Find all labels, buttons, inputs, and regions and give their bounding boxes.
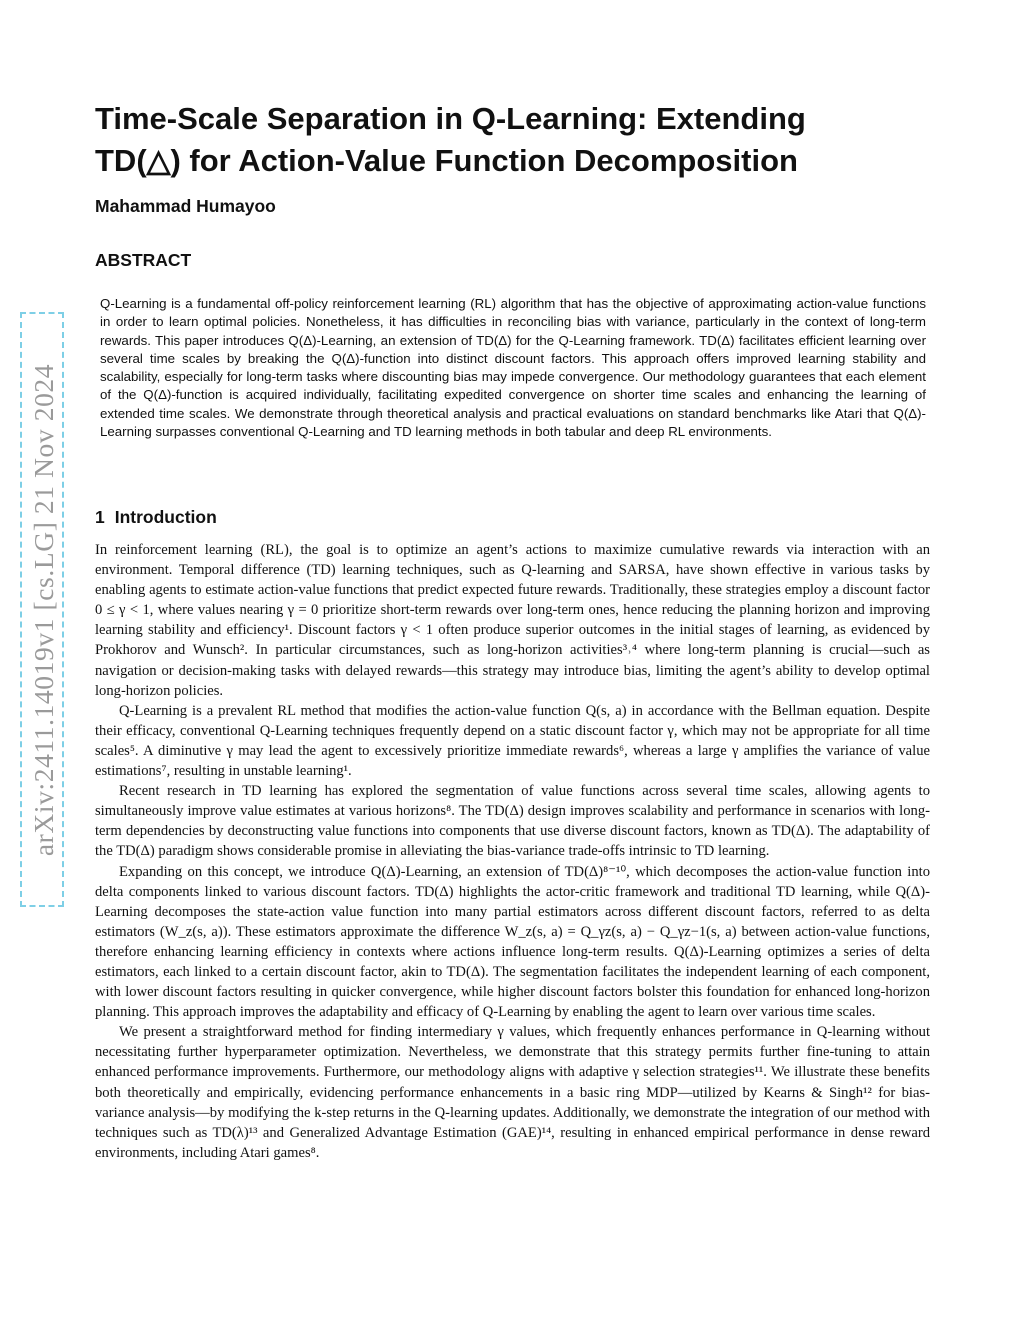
paper-title [95, 98, 955, 182]
title-line-2: TD(△) for Action-Value Function Decomposition [95, 143, 798, 178]
intro-paragraph-1: In reinforcement learning (RL), the goal is to optimize an agent’s actions to maximize cumulative rewards via interaction with an environment. Temporal difference (TD) learning techniques, such as Q-learning and SARSA, have shown effective in various tasks by enabling agents to estimate action-value functions that predict expected future rewards. Traditionally, these strategies employ a discount factor 0 ≤ γ < 1, where values nearing γ = 0 prioritize short-term rewards over long-term ones, hence reducing the planning horizon and improving learning stability and efficiency¹. Discount factors γ < 1 often produce superior outcomes in the initial stages of learning, as evidenced by Prokhorov and Wunsch². In particular circumstances, such as long-horizon activities³˒⁴ where long-term planning is crucial—such as navigation or decision-making tasks with delayed rewards—this strategy may introduce bias, limiting the agent’s ability to develop optimal long-horizon policies. [95, 542, 930, 699]
section-heading [95, 507, 217, 528]
abstract-text: Q-Learning is a fundamental off-policy reinforcement learning (RL) algorithm that has the objective of approximating action-value functions in order to learn optimal policies. Nonetheless, it has difficulties in reconciling bias with variance, particularly in the context of long-term rewards. This paper introduces Q(Δ)-Learning, an extension of TD(Δ) for the Q-Learning framework. TD(Δ) facilitates efficient learning over several time scales by breaking the Q(Δ)-function into distinct discount factors. This approach offers improved learning stability and scalability, especially for long-term tasks where discounting bias may impede convergence. Our methodology guarantees that each element of the Q(Δ)-function is acquired individually, facilitating expedited convergence on shorter time scales and enhancing the learning of extended time scales. We demonstrate through theoretical analysis and practical evaluations on standard benchmarks like Atari that Q(Δ)-Learning surpasses conventional Q-Learning and TD learning methods in both tabular and deep RL environments. [100, 296, 926, 440]
abstract-heading: ABSTRACT [95, 250, 192, 270]
introduction-body [95, 540, 930, 1163]
intro-paragraph-3: Recent research in TD learning has explored the segmentation of value functions across several time scales, allowing agents to simultaneously improve value estimates at various horizons⁸. The TD(Δ) design improves scalability and performance in scenarios with long-term dependencies by deconstructing value functions into components that use diverse discount factors, known as TD(Δ). The adaptability of the TD(Δ) paradigm shows considerable promise in alleviating the bias-variance trade-offs intrinsic to TD learning. [95, 783, 930, 860]
intro-paragraph-4: Expanding on this concept, we introduce Q(Δ)-Learning, an extension of TD(Δ)⁸⁻¹⁰, which decomposes the action-value function into delta components linked to various discount factors. TD(Δ) highlights the actor-critic framework and traditional TD learning, while Q(Δ)-Learning decomposes the state-action value function into many partial estimators across different discount factors, referred to as delta estimators (W_z(s, a)). These estimators approximate the difference W_z(s, a) = Q_γz(s, a) − Q_γz−1(s, a) between action-value functions, therefore enhancing learning efficiency in contexts where actions influence long-term results. Q(Δ)-Learning optimizes a series of delta estimators, each linked to a certain discount factor, akin to TD(Δ). The segmentation facilitates the independent learning of each component, with lower discount factors resulting in quicker convergence, while higher discount factors bolster this foundation for enhanced long-horizon planning. This approach improves the adaptability and efficacy of Q-Learning by enabling the agent to learn over various time scales. [95, 863, 930, 1021]
section-title: Introduction [114, 507, 217, 527]
author-name: Mahammad Humayoo [95, 196, 276, 216]
arxiv-identifier[interactable]: arXiv:2411.14019v1 [cs.LG] 21 Nov 2024 [28, 363, 59, 857]
title-line-1: Time-Scale Separation in Q-Learning: Extending [95, 101, 806, 136]
intro-paragraph-2: Q-Learning is a prevalent RL method that modifies the action-value function Q(s, a) in accordance with the Bellman equation. Despite their efficacy, conventional Q-Learning techniques frequently depend on a static discount factor γ, which may not be appropriate for all time scales⁵. A diminutive γ may lead the agent to excessively prioritize immediate rewards⁶, whereas a large γ amplifies the variance of value estimations⁷, resulting in unstable learning¹. [95, 702, 930, 780]
intro-paragraph-5: We present a straightforward method for finding intermediary γ values, which frequently enhances performance in Q-learning without necessitating further hyperparameter optimization. Nevertheless, we demonstrate that this strategy permits further fine-tuning to attain enhanced performance improvements. Furthermore, our methodology aligns with adaptive γ selection strategies¹¹. We illustrate these benefits both theoretically and empirically, evidencing performance enhancements in a basic ring MDP—utilized by Kearns & Singh¹² for bias-variance analysis—by modifying the k-step returns in the Q-learning updates. Additionally, we demonstrate the integration of our method with techniques such as TD(λ)¹³ and Generalized Advantage Estimation (GAE)¹⁴, resulting in enhanced empirical performance in dense reward environments, including Atari games⁸. [95, 1024, 930, 1161]
section-number: 1 [95, 507, 105, 527]
